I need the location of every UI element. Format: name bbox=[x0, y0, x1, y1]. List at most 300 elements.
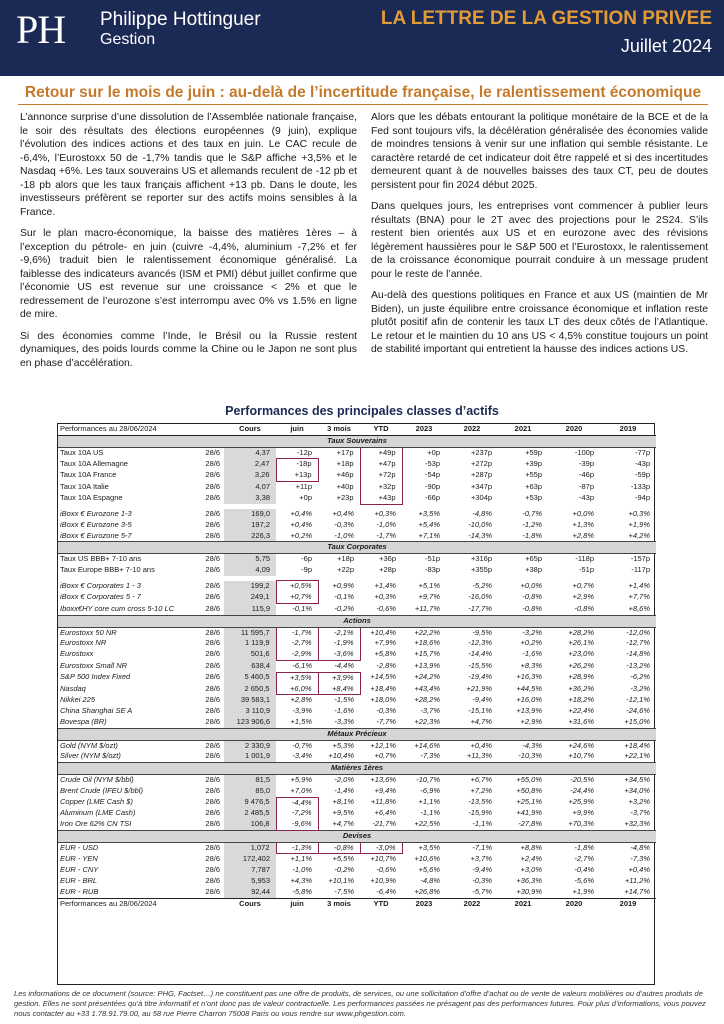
ph-logo: PH bbox=[16, 7, 66, 52]
perf-cell: -0,6% bbox=[376, 603, 397, 613]
perf-cell: +50,8% bbox=[516, 785, 543, 795]
section-header-row bbox=[58, 728, 656, 740]
perf-cell: +5,5% bbox=[332, 854, 355, 864]
perf-cell: +28,2% bbox=[568, 627, 595, 637]
price-cell: 2 330,9 bbox=[224, 740, 276, 751]
price-cell: 1 001,9 bbox=[224, 751, 276, 762]
perf-cell: -3,3% bbox=[334, 716, 355, 726]
perf-cell: -7,2% bbox=[276, 808, 318, 819]
perf-cell: +0,2% bbox=[520, 638, 543, 648]
perf-cell: -9,5% bbox=[472, 627, 493, 637]
price-cell: 226,3 bbox=[224, 531, 276, 542]
perf-cell: +6,4% bbox=[374, 808, 397, 818]
perf-cell: +2,8% bbox=[290, 695, 313, 705]
perf-cell: -2,8% bbox=[376, 660, 397, 670]
perf-cell: +18,6% bbox=[414, 638, 441, 648]
perf-cell: -0,4% bbox=[574, 865, 595, 875]
perf-cell: +22,5% bbox=[414, 819, 441, 829]
table-row bbox=[58, 876, 656, 887]
perf-cell: +4,7% bbox=[332, 819, 355, 829]
table-row bbox=[58, 649, 656, 660]
perf-cell: +4,7% bbox=[470, 716, 493, 726]
perf-cell: +2,9% bbox=[572, 592, 595, 602]
perf-cell: +304p bbox=[470, 493, 493, 503]
asset-name: Crude Oil (NYM $/bbl) bbox=[60, 774, 134, 784]
perf-cell: +3,9% bbox=[318, 672, 360, 683]
perf-cell: +55p bbox=[525, 470, 543, 480]
brand-name bbox=[100, 9, 261, 49]
perf-cell: -6,4% bbox=[376, 886, 397, 896]
perf-cell: -1,2% bbox=[522, 519, 543, 529]
perf-cell: +6,7% bbox=[470, 774, 493, 784]
table-row bbox=[58, 854, 656, 865]
perf-cell: +316p bbox=[470, 554, 493, 564]
perf-cell: +347p bbox=[470, 481, 493, 491]
perf-cell: -17,7% bbox=[468, 603, 493, 613]
perf-cell: +0,2% bbox=[290, 530, 313, 540]
perf-cell: -87p bbox=[579, 481, 595, 491]
row-date: 28/6 bbox=[205, 592, 221, 602]
perf-cell: +10,7% bbox=[370, 854, 397, 864]
perf-cell: +28p bbox=[379, 565, 397, 575]
perf-cell: -10,7% bbox=[416, 774, 441, 784]
perf-cell: +47p bbox=[360, 459, 402, 470]
column-footer: 2019 bbox=[600, 898, 656, 909]
perf-cell: -1,6% bbox=[522, 649, 543, 659]
perf-cell: +18p bbox=[337, 554, 355, 564]
perf-cell: +1,1% bbox=[418, 797, 441, 807]
perf-cell: -15,5% bbox=[468, 660, 493, 670]
perf-cell: +0p bbox=[299, 493, 313, 503]
perf-cell: +23p bbox=[336, 493, 354, 503]
perf-cell: -19,4% bbox=[468, 672, 493, 682]
perf-cell: +10,4% bbox=[328, 751, 355, 761]
asset-name: Brent Crude (IFEU $/bbl) bbox=[60, 785, 143, 795]
perf-cell: +0,3% bbox=[628, 509, 651, 519]
perf-cell: -43p bbox=[579, 493, 595, 503]
perf-cell: -12,0% bbox=[626, 627, 651, 637]
row-date: 28/6 bbox=[205, 808, 221, 818]
performance-grid bbox=[58, 424, 656, 909]
perf-cell: +18,2% bbox=[568, 695, 595, 705]
price-cell: 81,5 bbox=[224, 774, 276, 785]
perf-cell: +1,5% bbox=[290, 716, 313, 726]
price-cell: 2 485,5 bbox=[224, 808, 276, 819]
perf-cell: -12,1% bbox=[626, 695, 651, 705]
perf-cell: -3,2% bbox=[630, 683, 651, 693]
perf-cell: -27,8% bbox=[518, 819, 543, 829]
perf-cell: -1,7% bbox=[276, 627, 318, 638]
perf-cell: +0,4% bbox=[290, 509, 313, 519]
perf-cell: +12,1% bbox=[370, 740, 397, 750]
perf-cell: -0,8% bbox=[318, 842, 360, 854]
price-cell: 3,38 bbox=[224, 493, 276, 504]
newsletter-date: Juillet 2024 bbox=[620, 36, 712, 56]
table-footer-label: Performances au 28/06/2024 bbox=[58, 898, 224, 909]
perf-cell: +18,4% bbox=[624, 740, 651, 750]
table-row bbox=[58, 447, 656, 459]
article-column-left bbox=[20, 111, 357, 378]
perf-cell: -1,0% bbox=[292, 865, 313, 875]
column-footer: 2020 bbox=[548, 898, 600, 909]
perf-cell: +0,4% bbox=[332, 509, 355, 519]
perf-cell: +15,7% bbox=[414, 649, 441, 659]
perf-cell: -2,1% bbox=[318, 627, 360, 638]
asset-name: Bovespa (BR) bbox=[60, 716, 107, 726]
perf-cell: +3,0% bbox=[520, 865, 543, 875]
column-header: YTD bbox=[360, 424, 402, 435]
perf-cell: -1,7% bbox=[376, 530, 397, 540]
asset-name: Taux 10A France bbox=[60, 470, 117, 480]
section-header-row bbox=[58, 830, 656, 842]
asset-name: Eurostoxx bbox=[60, 649, 94, 659]
perf-cell: -3,6% bbox=[318, 649, 360, 660]
perf-cell: +237p bbox=[470, 447, 493, 457]
perf-cell: +7,2% bbox=[470, 785, 493, 795]
perf-cell: -118p bbox=[575, 554, 595, 564]
perf-cell: -5,6% bbox=[574, 876, 595, 886]
section-header: Devises bbox=[58, 830, 656, 842]
row-date: 28/6 bbox=[205, 638, 221, 648]
section-header: Taux Corporates bbox=[58, 542, 656, 554]
perf-cell: +11,3% bbox=[466, 751, 493, 761]
perf-cell: -0,8% bbox=[522, 592, 543, 602]
section-header-row bbox=[58, 615, 656, 627]
perf-cell: +9,4% bbox=[374, 785, 397, 795]
asset-name: iBoxx € Corporates 1 - 3 bbox=[60, 581, 141, 591]
perf-cell: +0,3% bbox=[374, 509, 397, 519]
perf-cell: -5,7% bbox=[472, 886, 493, 896]
perf-cell: +8,4% bbox=[318, 684, 360, 695]
perf-cell: +72p bbox=[360, 470, 402, 481]
perf-cell: +18,4% bbox=[370, 683, 397, 693]
perf-cell: -0,8% bbox=[522, 603, 543, 613]
perf-cell: +8,8% bbox=[520, 842, 543, 852]
perf-cell: +34,0% bbox=[624, 785, 651, 795]
price-cell: 172,402 bbox=[224, 854, 276, 865]
perf-cell: +14,6% bbox=[414, 740, 441, 750]
perf-cell: -16,0% bbox=[468, 592, 493, 602]
perf-cell: +32,3% bbox=[624, 819, 651, 829]
price-cell: 1,072 bbox=[224, 842, 276, 854]
perf-cell: -1,5% bbox=[334, 695, 355, 705]
perf-cell: +9,9% bbox=[572, 808, 595, 818]
perf-cell: +21,9% bbox=[466, 683, 493, 693]
asset-name: Nasdaq bbox=[60, 683, 86, 693]
perf-cell: -24,6% bbox=[626, 706, 651, 716]
price-cell: 249,1 bbox=[224, 592, 276, 603]
perf-cell: +14,7% bbox=[624, 886, 651, 896]
perf-cell: -0,7% bbox=[292, 740, 313, 750]
asset-name: Taux US BBB+ 7-10 ans bbox=[60, 554, 142, 564]
table-row bbox=[58, 592, 656, 603]
table-row bbox=[58, 774, 656, 785]
perf-cell: -4,4% bbox=[276, 797, 318, 808]
price-cell: 115,9 bbox=[224, 603, 276, 615]
perf-cell: -0,1% bbox=[292, 603, 313, 613]
row-date: 28/6 bbox=[205, 706, 221, 716]
table-row bbox=[58, 887, 656, 898]
perf-cell: -14,4% bbox=[468, 649, 493, 659]
price-cell: 169,0 bbox=[224, 509, 276, 520]
asset-name: EUR - USD bbox=[60, 842, 99, 852]
section-header: Métaux Précieux bbox=[58, 728, 656, 740]
perf-cell: +17p bbox=[336, 447, 354, 457]
perf-cell: +11p bbox=[295, 481, 313, 491]
perf-cell: -6p bbox=[301, 554, 313, 564]
perf-cell: +0,3% bbox=[374, 592, 397, 602]
perf-cell: +1,4% bbox=[374, 581, 397, 591]
perf-cell: +25,9% bbox=[568, 797, 595, 807]
row-date: 28/6 bbox=[205, 493, 221, 503]
table-row bbox=[58, 706, 656, 717]
table-row bbox=[58, 740, 656, 751]
perf-cell: +0,0% bbox=[572, 509, 595, 519]
perf-cell: -2,9% bbox=[276, 649, 318, 660]
row-date: 28/6 bbox=[205, 554, 221, 564]
perf-cell: -54p bbox=[425, 470, 441, 480]
asset-name: Taux 10A US bbox=[60, 447, 104, 457]
row-date: 28/6 bbox=[205, 565, 221, 575]
perf-cell: +36,3% bbox=[516, 876, 543, 886]
performance-table bbox=[57, 423, 655, 985]
perf-cell: -20,5% bbox=[570, 774, 595, 784]
price-cell: 501,6 bbox=[224, 649, 276, 660]
asset-name: Aluminum (LME Cash) bbox=[60, 808, 136, 818]
row-date: 28/6 bbox=[205, 865, 221, 875]
asset-name: S&P 500 Index Fixed bbox=[60, 672, 131, 682]
perf-cell: +43p bbox=[360, 493, 402, 504]
perf-cell: -133p bbox=[630, 481, 651, 491]
perf-cell: -0,1% bbox=[334, 592, 355, 602]
perf-cell: -66p bbox=[425, 493, 441, 503]
perf-cell: +36p bbox=[379, 554, 397, 564]
perf-cell: +30,9% bbox=[516, 886, 543, 896]
price-cell: 3 110,9 bbox=[224, 706, 276, 717]
headline-divider bbox=[18, 104, 708, 105]
perf-cell: +16,0% bbox=[516, 695, 543, 705]
table-row bbox=[58, 751, 656, 762]
perf-cell: +11,7% bbox=[414, 603, 441, 613]
table-row bbox=[58, 509, 656, 520]
newsletter-title: LA LETTRE DE LA GESTION PRIVEE bbox=[380, 8, 712, 29]
table-row bbox=[58, 797, 656, 808]
perf-cell: +32p bbox=[360, 481, 402, 492]
perf-cell: -51p bbox=[425, 554, 441, 564]
perf-cell: -1,4% bbox=[334, 785, 355, 795]
section-header: Actions bbox=[58, 615, 656, 627]
table-row bbox=[58, 459, 656, 470]
paragraph: L’annonce surprise d’une dissolution de l’Assemblée nationale française, le soir des résultats des élections européennes (9 juin), explique l’évolution des indices actions et des taux en juin. Le CAC recule de -6,4%, l’Eurostoxx 50 de -1,7% tandis que le S&P affiche +3,5% et le Nasdaq +6%. Les taux souverains US et allemands reculent de -12 pb et -18 pb alors que les taux français affichent +13 pb. Dans le doute, les investisseurs préfèrent se reporter sur des actifs moins sensibles à la France. bbox=[20, 112, 357, 218]
row-date: 28/6 bbox=[205, 481, 221, 491]
perf-cell: +10,7% bbox=[568, 751, 595, 761]
perf-cell: +26,2% bbox=[568, 660, 595, 670]
row-date: 28/6 bbox=[205, 683, 221, 693]
column-header: 2020 bbox=[548, 424, 600, 435]
price-cell: 11 595,7 bbox=[224, 627, 276, 638]
perf-cell: -0,3% bbox=[376, 706, 397, 716]
paragraph: Dans quelques jours, les entreprises vont commencer à publier leurs résultats (BNA) pour le 2T avec des projections pour le 2S24. S’ils restent bien orientés aux US et en eurozone avec des révisions légèrement haussières pour le S&P 500 et l’Eurostoxx, le ralentissement de la croissance économique pourrait conduire à un message prudent pour le reste de l’année. bbox=[371, 201, 708, 280]
paragraph: Si des économies comme l’Inde, le Brésil ou la Russie restent dynamiques, des poids lourds comme la Chine ou le Japon ne sont plus en phase d’accélération. bbox=[20, 330, 357, 369]
row-date: 28/6 bbox=[205, 797, 221, 807]
paragraph: Au-delà des questions politiques en France et aux US (maintien de Mr Biden), un juste équilibre entre croissance économique et inflation reste plutôt positif afin de contenir les taux LT des deux côtés de l’Atlantique. Le retour et le maintien du 10 ans US < 4,5% constitue toujours un point de stabilité important qui entretient la hausse des indices actions US. bbox=[371, 290, 708, 355]
column-footer: 2021 bbox=[498, 898, 548, 909]
table-header-row bbox=[58, 424, 656, 435]
column-header: 2021 bbox=[498, 424, 548, 435]
perf-cell: -1,0% bbox=[376, 519, 397, 529]
perf-cell: +22,1% bbox=[624, 751, 651, 761]
perf-cell: -2,7% bbox=[276, 638, 318, 649]
table-row bbox=[58, 684, 656, 695]
perf-cell: +2,4% bbox=[520, 854, 543, 864]
price-cell: 39 583,1 bbox=[224, 695, 276, 706]
perf-cell: +7,0% bbox=[290, 785, 313, 795]
perf-cell: -9,6% bbox=[276, 819, 318, 830]
perf-cell: +10,6% bbox=[414, 854, 441, 864]
section-header-row bbox=[58, 763, 656, 775]
perf-cell: -14,8% bbox=[626, 649, 651, 659]
asset-name: Eurostoxx 50 NR bbox=[60, 627, 117, 637]
perf-cell: +5,4% bbox=[418, 519, 441, 529]
perf-cell: +1,1% bbox=[290, 854, 313, 864]
row-date: 28/6 bbox=[205, 649, 221, 659]
perf-cell: +2,8% bbox=[572, 530, 595, 540]
row-date: 28/6 bbox=[205, 509, 221, 519]
perf-cell: -0,6% bbox=[376, 865, 397, 875]
row-date: 28/6 bbox=[205, 886, 221, 896]
price-cell: 199,2 bbox=[224, 581, 276, 592]
column-header: juin bbox=[276, 424, 318, 435]
perf-cell: +8,3% bbox=[520, 660, 543, 670]
table-row bbox=[58, 638, 656, 649]
perf-cell: +287p bbox=[470, 470, 493, 480]
table-row bbox=[58, 493, 656, 504]
perf-cell: -2,7% bbox=[574, 854, 595, 864]
perf-cell: +0,4% bbox=[470, 740, 493, 750]
perf-cell: +28,9% bbox=[568, 672, 595, 682]
row-date: 28/6 bbox=[205, 876, 221, 886]
perf-cell: -6,1% bbox=[292, 660, 313, 670]
price-cell: 106,8 bbox=[224, 819, 276, 830]
perf-cell: +24,6% bbox=[568, 740, 595, 750]
table-footer-row bbox=[58, 898, 656, 909]
perf-cell: +1,9% bbox=[572, 886, 595, 896]
column-footer: 2022 bbox=[446, 898, 498, 909]
perf-cell: +65p bbox=[525, 554, 543, 564]
perf-cell: -6,9% bbox=[420, 785, 441, 795]
table-row bbox=[58, 672, 656, 683]
perf-cell: +41,9% bbox=[516, 808, 543, 818]
row-date: 28/6 bbox=[205, 470, 221, 480]
perf-cell: -3,2% bbox=[522, 627, 543, 637]
perf-cell: +38p bbox=[525, 565, 543, 575]
perf-cell: -4,8% bbox=[630, 842, 651, 852]
table-header-label: Performances au 28/06/2024 bbox=[58, 424, 224, 435]
perf-cell: +3,2% bbox=[628, 797, 651, 807]
perf-cell: +5,6% bbox=[418, 865, 441, 875]
section-header-row bbox=[58, 435, 656, 447]
page-header bbox=[0, 0, 724, 76]
perf-cell: -13,2% bbox=[626, 660, 651, 670]
price-cell: 92,44 bbox=[224, 887, 276, 898]
asset-name: iBoxx € Corporates 5 - 7 bbox=[60, 592, 141, 602]
asset-name: iBoxx € Eurozone 3-5 bbox=[60, 519, 132, 529]
asset-name: Iboxx€HY core cum cross 5-10 LC bbox=[60, 603, 175, 613]
perf-cell: +10,4% bbox=[370, 627, 397, 637]
perf-cell: -1,9% bbox=[318, 638, 360, 649]
section-header-row bbox=[58, 542, 656, 554]
asset-name: Copper (LME Cash $) bbox=[60, 797, 133, 807]
perf-cell: +34,5% bbox=[624, 774, 651, 784]
column-footer: Cours bbox=[224, 898, 276, 909]
perf-cell: +0,5% bbox=[276, 581, 318, 592]
perf-cell: +0p bbox=[427, 447, 441, 457]
perf-cell: -9,4% bbox=[472, 695, 493, 705]
row-date: 28/6 bbox=[205, 447, 221, 457]
asset-name: EUR - BRL bbox=[60, 876, 98, 886]
asset-name: EUR - YEN bbox=[60, 854, 98, 864]
price-cell: 2,47 bbox=[224, 459, 276, 470]
column-header: 2022 bbox=[446, 424, 498, 435]
row-date: 28/6 bbox=[205, 819, 221, 829]
perf-cell: -39p bbox=[579, 459, 595, 469]
perf-cell: +3,5% bbox=[418, 509, 441, 519]
perf-cell: -7,7% bbox=[376, 716, 397, 726]
perf-cell: +10,1% bbox=[328, 876, 355, 886]
perf-cell: -0,2% bbox=[334, 603, 355, 613]
perf-cell: -3,7% bbox=[630, 808, 651, 818]
table-body bbox=[58, 435, 656, 898]
perf-cell: +13p bbox=[276, 470, 318, 481]
perf-cell: -7,5% bbox=[334, 886, 355, 896]
perf-cell: -43p bbox=[635, 459, 651, 469]
perf-cell: +70,3% bbox=[568, 819, 595, 829]
row-date: 28/6 bbox=[205, 627, 221, 637]
perf-cell: +1,3% bbox=[572, 519, 595, 529]
table-row bbox=[58, 603, 656, 615]
perf-cell: +5,8% bbox=[374, 649, 397, 659]
perf-cell: +22,3% bbox=[414, 716, 441, 726]
asset-name: Gold (NYM $/ozt) bbox=[60, 740, 118, 750]
perf-cell: -1,3% bbox=[276, 842, 318, 854]
perf-cell: +1,9% bbox=[628, 519, 651, 529]
perf-cell: +0,7% bbox=[374, 751, 397, 761]
perf-cell: +272p bbox=[470, 459, 493, 469]
perf-cell: -53p bbox=[425, 459, 441, 469]
asset-name: China Shanghai SE A bbox=[60, 706, 133, 716]
perf-cell: -7,3% bbox=[630, 854, 651, 864]
row-date: 28/6 bbox=[205, 519, 221, 529]
perf-cell: -1,8% bbox=[522, 530, 543, 540]
perf-cell: +3,7% bbox=[470, 854, 493, 864]
perf-cell: +0,4% bbox=[628, 865, 651, 875]
perf-cell: +9,7% bbox=[418, 592, 441, 602]
asset-name: Taux 10A Italie bbox=[60, 481, 109, 491]
column-header: Cours bbox=[224, 424, 276, 435]
brand-title: Philippe Hottinguer bbox=[100, 9, 261, 30]
perf-cell: -21,7% bbox=[372, 819, 397, 829]
perf-cell: +18p bbox=[336, 459, 354, 469]
price-cell: 3,26 bbox=[224, 470, 276, 481]
table-row bbox=[58, 808, 656, 819]
row-date: 28/6 bbox=[205, 695, 221, 705]
table-row bbox=[58, 531, 656, 542]
paragraph: Sur le plan macro-économique, la baisse des matières 1ères – à l’exception du pétrole- en juin (cuivre -4,4%, aluminium -7,2% et fer -9,6%) traduit bien le ralentissement économique généralisé. La faiblesse des indicateurs avancés (ISM et PMI) début juillet confirme que l’économie US est revenue sur une croissance < 2% et que le redressement de l’eurozone s’est interrompu avec 0% vs 1.5% en ligne de mire. bbox=[20, 228, 357, 320]
row-date: 28/6 bbox=[205, 740, 221, 750]
perf-cell: +23,0% bbox=[568, 649, 595, 659]
perf-cell: +13,6% bbox=[370, 774, 397, 784]
price-cell: 197,2 bbox=[224, 520, 276, 531]
